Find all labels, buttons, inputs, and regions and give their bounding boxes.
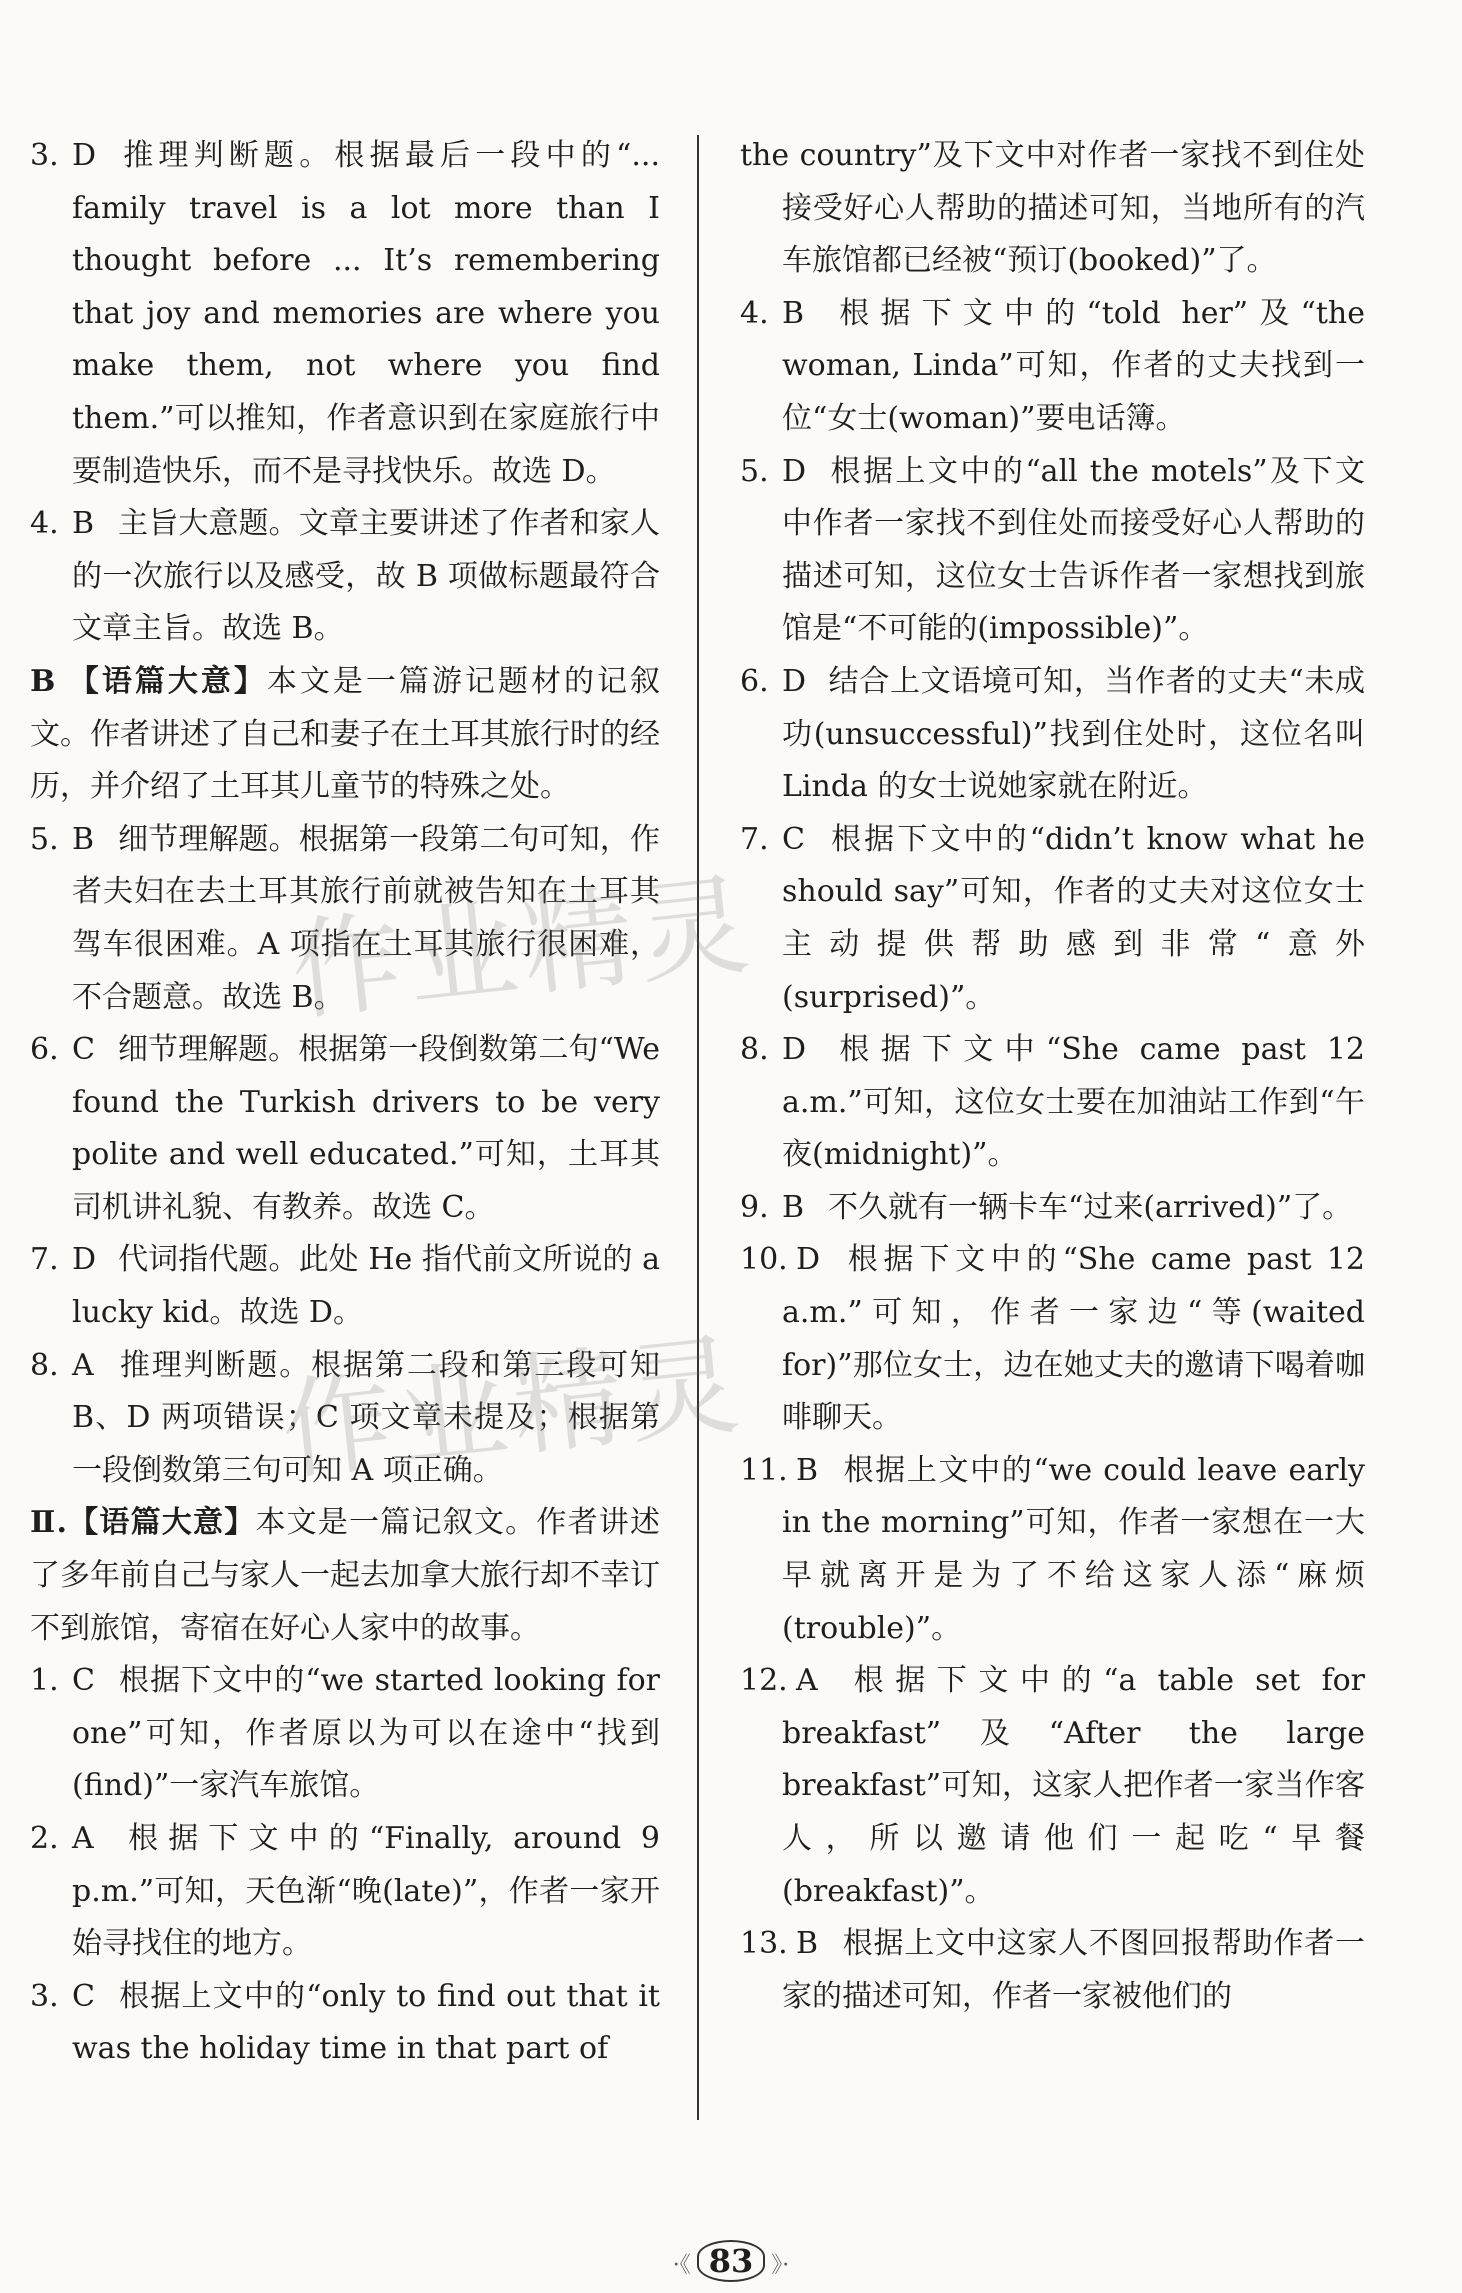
question-number: 12.: [740, 1663, 788, 1699]
question-number: 3.: [30, 138, 59, 173]
answer-letter: D: [782, 453, 807, 489]
answer-entry: [30, 1024, 660, 1234]
watermark: 作业精灵: [285, 860, 761, 1036]
answer-letter: C: [72, 1663, 95, 1699]
passage-summary: [30, 1497, 660, 1655]
question-number: 6.: [740, 663, 769, 699]
answer-entry: [30, 1234, 660, 1339]
answer-entry: [740, 1182, 1365, 1235]
explanation-text: 推理判断题。根据第二段和第三段可知 B、D 两项错误；C 项文章未提及；根据第一段倒数第三句可知 A 项正确。: [72, 1347, 660, 1488]
continued-text: [740, 130, 1365, 288]
explanation-text: 细节理解题。根据第一段倒数第二句“We found the Turkish drivers to be very polite and well educated.”可知，土耳其司机讲礼貌、有教养。故选 C。: [72, 1032, 660, 1225]
question-number: 8.: [740, 1032, 769, 1068]
answer-entry: [30, 814, 660, 1024]
summary-text: 本文是一篇记叙文。作者讲述了多年前自己与家人一起去加拿大旅行却不幸订不到旅馆，寄宿在好心人家中的故事。: [30, 1505, 660, 1646]
right-column: [740, 130, 1365, 2023]
question-number: 7.: [30, 1242, 59, 1278]
answer-letter: B: [72, 506, 95, 542]
answer-entry: [740, 1918, 1365, 2023]
passage-summary: [30, 656, 660, 814]
explanation-text: 推理判断题。根据最后一段中的“... family travel is a lot more than I thought before ... It’s remembering that joy and memories are where you make them, not where you find them.”可以推知，作者意识到在家庭旅行中要制造快乐，而不是寻找快乐。故选 D。: [72, 138, 660, 489]
answer-letter: D: [796, 1242, 821, 1278]
answer-letter: A: [796, 1663, 818, 1699]
summary-text: 本文是一篇游记题材的记叙文。作者讲述了自己和妻子在土耳其旅行时的经历，并介绍了土耳其儿童节的特殊之处。: [30, 663, 660, 805]
explanation-text: 主旨大意题。文章主要讲述了作者和家人的一次旅行以及感受，故 B 项做标题最符合文章主旨。故选 B。: [72, 506, 660, 647]
answer-entry: [740, 288, 1365, 446]
answer-entry: [30, 1340, 660, 1498]
explanation-text: the country”及下文中对作者一家找不到住处接受好心人帮助的描述可知，当地所有的汽车旅馆都已经被“预订(booked)”了。: [740, 138, 1365, 279]
answer-letter: B: [782, 1189, 805, 1225]
answer-letter: C: [72, 1978, 95, 2014]
answer-letter: D: [72, 138, 97, 173]
answer-entry: [740, 1024, 1365, 1182]
answer-letter: A: [72, 1347, 94, 1383]
question-number: 5.: [30, 821, 59, 857]
answer-entry: [30, 1971, 660, 2076]
explanation-text: 根据下文中的“told her”及“the woman, Linda”可知，作者的丈夫找到一位“女士(woman)”要电话簿。: [782, 295, 1365, 436]
explanation-text: 代词指代题。此处 He 指代前文所说的 a lucky kid。故选 D。: [72, 1242, 660, 1331]
answer-entry: [740, 814, 1365, 1024]
question-number: 11.: [740, 1452, 788, 1488]
answer-entry: [30, 1813, 660, 1971]
question-number: 1.: [30, 1663, 59, 1699]
explanation-text: 根据上文中这家人不图回报帮助作者一家的描述可知，作者一家被他们的: [782, 1926, 1365, 2014]
left-column: [30, 130, 660, 2076]
answer-entry: [740, 1445, 1365, 1655]
question-number: 4.: [30, 506, 59, 542]
answer-letter: D: [72, 1242, 97, 1278]
explanation-text: 不久就有一辆卡车“过来(arrived)”了。: [828, 1189, 1353, 1225]
summary-tag: Ⅱ.【语篇大意】: [30, 1505, 256, 1541]
explanation-text: 根据下文中的“didn’t know what he should say”可知，作者的丈夫对这位女士主动提供帮助感到非常“意外(surprised)”。: [782, 821, 1365, 1015]
explanation-text: 根据上文中的“only to find out that it was the holiday time in that part of: [72, 1978, 660, 2067]
question-number: 13.: [740, 1926, 788, 1962]
page-footer: [0, 2240, 1462, 2282]
answer-entry: [740, 1234, 1365, 1444]
question-number: 9.: [740, 1189, 769, 1225]
explanation-text: 根据下文中的“Finally, around 9 p.m.”可知，天色渐“晚(late)”，作者一家开始寻找住的地方。: [72, 1821, 660, 1962]
explanation-text: 根据下文中的“we started looking for one”可知，作者原以为可以在途中“找到(find)”一家汽车旅馆。: [72, 1663, 660, 1804]
watermark: 作业精灵: [275, 1320, 751, 1496]
question-number: 2.: [30, 1821, 59, 1856]
question-number: 5.: [740, 453, 769, 489]
answer-entry: [30, 130, 660, 498]
answer-letter: B: [796, 1926, 819, 1962]
question-number: 3.: [30, 1978, 59, 2014]
question-number: 10.: [740, 1242, 788, 1278]
answer-letter: B: [782, 295, 805, 331]
answer-letter: D: [782, 1032, 807, 1068]
explanation-text: 结合上文语境可知，当作者的丈夫“未成功(unsuccessful)”找到住处时，这位名叫 Linda 的女士说她家就在附近。: [782, 663, 1365, 805]
column-divider: [697, 135, 699, 2120]
page-number: 83: [697, 2240, 766, 2282]
explanation-text: 细节理解题。根据第一段第二句可知，作者夫妇在去土耳其旅行前就被告知在土耳其驾车很困难。A 项指在土耳其旅行很困难，不合题意。故选 B。: [72, 821, 660, 1015]
answer-letter: A: [72, 1821, 94, 1856]
answer-entry: [30, 1655, 660, 1813]
answer-letter: B: [796, 1452, 819, 1488]
summary-tag: B 【语篇大意】: [30, 663, 267, 699]
question-number: 6.: [30, 1032, 59, 1068]
answer-entry: [740, 1655, 1365, 1918]
footer-left-ornament: ·《: [672, 2253, 691, 2278]
answer-letter: C: [782, 821, 805, 857]
question-number: 4.: [740, 295, 769, 331]
explanation-text: 根据下文中的“a table set for breakfast”及“After the large breakfast”可知，这家人把作者一家当作客人，所以邀请他们一起吃“早餐(breakfast)”。: [782, 1663, 1365, 1909]
footer-right-ornament: 》·: [771, 2253, 790, 2278]
answer-letter: C: [72, 1032, 95, 1068]
answer-entry: [30, 498, 660, 656]
answer-entry: [740, 446, 1365, 656]
answer-letter: B: [72, 821, 95, 857]
explanation-text: 根据上文中的“we could leave early in the morning”可知，作者一家想在一大早就离开是为了不给这家人添“麻烦(trouble)”。: [782, 1452, 1365, 1646]
question-number: 8.: [30, 1347, 59, 1383]
explanation-text: 根据下文中“She came past 12 a.m.”可知，这位女士要在加油站工作到“午夜(midnight)”。: [782, 1032, 1365, 1173]
answer-entry: [740, 656, 1365, 814]
explanation-text: 根据上文中的“all the motels”及下文中作者一家找不到住处而接受好心人帮助的描述可知，这位女士告诉作者一家想找到旅馆是“不可能的(impossible)”。: [782, 453, 1365, 647]
explanation-text: 根据下文中的“She came past 12 a.m.”可知，作者一家边“等(waited for)”那位女士，边在她丈夫的邀请下喝着咖啡聊天。: [782, 1242, 1365, 1436]
answer-letter: D: [782, 663, 807, 699]
question-number: 7.: [740, 821, 769, 857]
